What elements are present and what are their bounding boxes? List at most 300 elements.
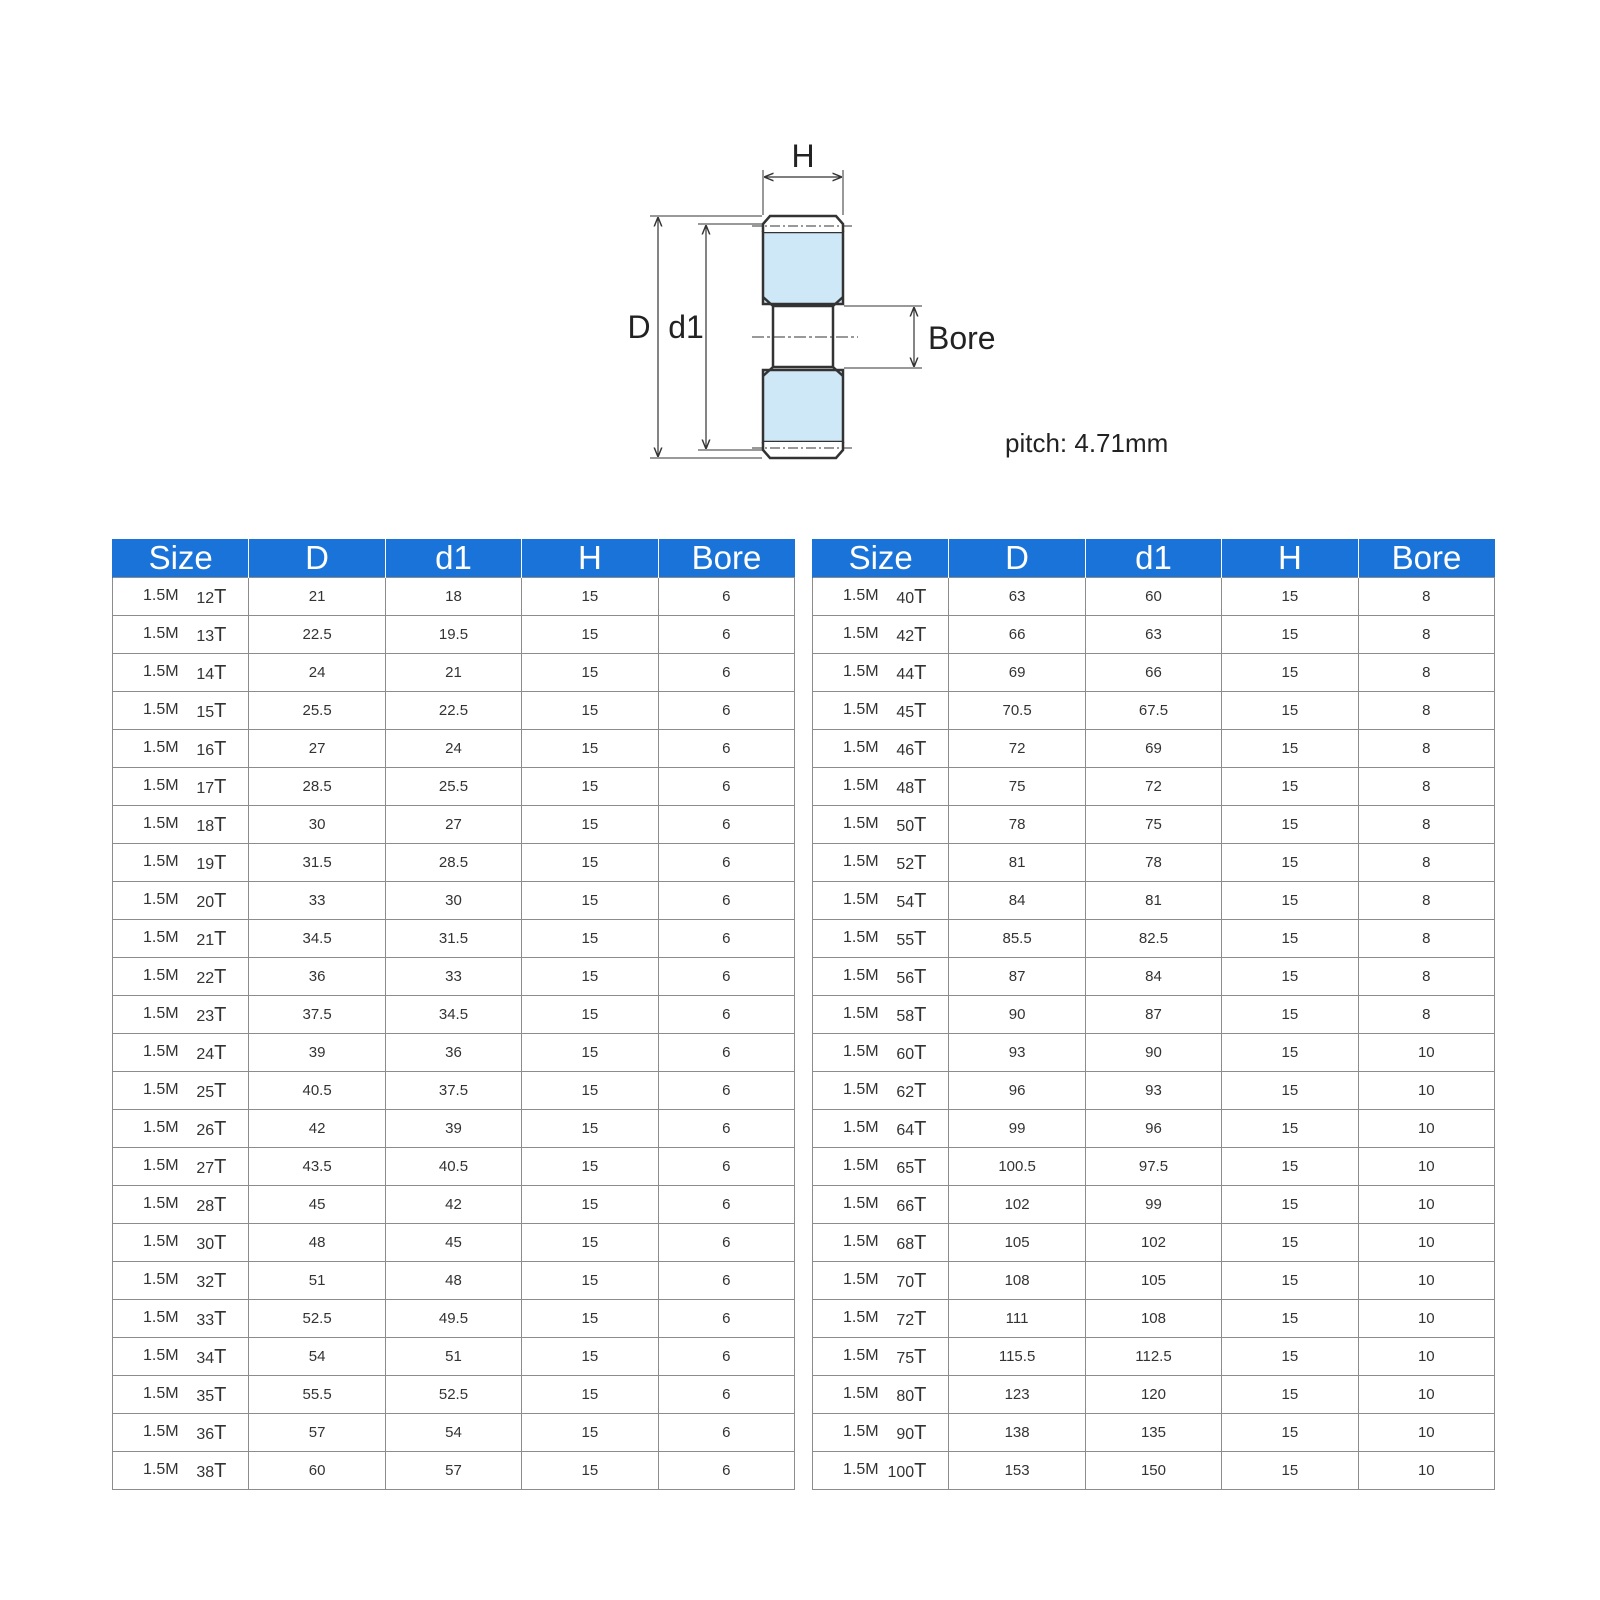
module-label: 1.5M — [843, 1195, 879, 1212]
cell-d: 36 — [249, 958, 385, 996]
table-header-row — [813, 539, 1495, 578]
cell-h: 15 — [522, 806, 658, 844]
label-bore: Bore — [928, 320, 996, 356]
table-row — [813, 730, 1495, 768]
teeth-label — [896, 1080, 926, 1103]
cell-d1: 96 — [1085, 1110, 1221, 1148]
cell-bore: 6 — [658, 996, 794, 1034]
table-body-right — [813, 578, 1495, 1490]
teeth-suffix: T — [914, 890, 927, 912]
cell-d: 34.5 — [249, 920, 385, 958]
cell-d1: 82.5 — [1085, 920, 1221, 958]
cell-h: 15 — [1222, 654, 1358, 692]
teeth-count: 30 — [196, 1236, 215, 1253]
cell-h: 15 — [1222, 730, 1358, 768]
cell-size — [113, 1338, 249, 1376]
cell-d1: 90 — [1085, 1034, 1221, 1072]
cell-bore: 8 — [1358, 958, 1494, 996]
cell-d1: 99 — [1085, 1186, 1221, 1224]
teeth-count: 27 — [196, 1160, 215, 1177]
teeth-count: 18 — [196, 818, 215, 835]
teeth-suffix: T — [914, 928, 927, 950]
teeth-label — [196, 662, 226, 685]
module-label: 1.5M — [143, 1461, 179, 1478]
teeth-count: 38 — [196, 1464, 215, 1481]
cell-size — [813, 1110, 949, 1148]
teeth-count: 70 — [896, 1274, 915, 1291]
module-label: 1.5M — [143, 1423, 179, 1440]
module-label: 1.5M — [143, 701, 179, 718]
cell-h: 15 — [522, 996, 658, 1034]
cell-d1: 93 — [1085, 1072, 1221, 1110]
cell-d1: 112.5 — [1085, 1338, 1221, 1376]
cell-d1: 37.5 — [385, 1072, 521, 1110]
cell-d1: 81 — [1085, 882, 1221, 920]
module-label: 1.5M — [143, 853, 179, 870]
cell-d1: 22.5 — [385, 692, 521, 730]
cell-h: 15 — [522, 882, 658, 920]
cell-size — [113, 730, 249, 768]
cell-bore: 6 — [658, 1186, 794, 1224]
cell-bore: 8 — [1358, 806, 1494, 844]
teeth-count: 12 — [196, 590, 215, 607]
cell-d: 60 — [249, 1452, 385, 1490]
teeth-label — [196, 928, 226, 951]
cell-h: 15 — [522, 616, 658, 654]
table-row — [813, 692, 1495, 730]
header-d: D — [949, 539, 1085, 578]
cell-size — [113, 1300, 249, 1338]
gear-teeth-bottom — [763, 442, 843, 458]
teeth-label — [896, 966, 926, 989]
cell-d1: 30 — [385, 882, 521, 920]
cell-size — [813, 616, 949, 654]
table-row — [813, 1148, 1495, 1186]
cell-size — [813, 578, 949, 616]
cell-h: 15 — [1222, 958, 1358, 996]
module-label: 1.5M — [143, 1005, 179, 1022]
teeth-count: 22 — [196, 970, 215, 987]
teeth-label — [896, 1232, 926, 1255]
cell-bore: 6 — [658, 958, 794, 996]
cell-bore: 6 — [658, 654, 794, 692]
gear-teeth-top — [763, 216, 843, 232]
teeth-suffix: T — [214, 1042, 227, 1064]
cell-bore: 6 — [658, 1034, 794, 1072]
cell-d: 48 — [249, 1224, 385, 1262]
header-d: D — [249, 539, 385, 578]
cell-d1: 19.5 — [385, 616, 521, 654]
cell-d1: 63 — [1085, 616, 1221, 654]
cell-size — [113, 844, 249, 882]
cell-h: 15 — [522, 768, 658, 806]
table-row — [113, 730, 795, 768]
teeth-label — [196, 966, 226, 989]
gear-lower-section — [763, 370, 843, 442]
module-label: 1.5M — [843, 739, 879, 756]
cell-size — [113, 616, 249, 654]
teeth-count: 26 — [196, 1122, 215, 1139]
teeth-label — [896, 1422, 926, 1445]
table-row — [813, 1110, 1495, 1148]
teeth-suffix: T — [214, 1422, 227, 1444]
teeth-label — [896, 586, 926, 609]
teeth-label — [896, 928, 926, 951]
module-label: 1.5M — [843, 663, 879, 680]
cell-d1: 24 — [385, 730, 521, 768]
cell-bore: 10 — [1358, 1376, 1494, 1414]
module-label: 1.5M — [843, 1271, 879, 1288]
table-row — [113, 882, 795, 920]
header-bore: Bore — [658, 539, 794, 578]
cell-d: 45 — [249, 1186, 385, 1224]
cell-h: 15 — [522, 692, 658, 730]
module-label: 1.5M — [143, 1233, 179, 1250]
table-row — [813, 578, 1495, 616]
cell-bore: 6 — [658, 1452, 794, 1490]
gear-size-table-left — [112, 539, 795, 1490]
teeth-suffix: T — [214, 738, 227, 760]
teeth-suffix: T — [214, 814, 227, 836]
module-label: 1.5M — [843, 1347, 879, 1364]
cell-size — [813, 1376, 949, 1414]
cell-bore: 6 — [658, 1224, 794, 1262]
table-row — [813, 806, 1495, 844]
cell-size — [113, 920, 249, 958]
teeth-suffix: T — [914, 738, 927, 760]
teeth-label — [196, 1308, 226, 1331]
cell-d: 81 — [949, 844, 1085, 882]
cell-size — [113, 1072, 249, 1110]
teeth-suffix: T — [214, 1156, 227, 1178]
teeth-suffix: T — [914, 966, 927, 988]
cell-size — [113, 882, 249, 920]
teeth-count: 72 — [896, 1312, 915, 1329]
teeth-count: 58 — [896, 1008, 915, 1025]
teeth-count: 44 — [896, 666, 915, 683]
module-label: 1.5M — [143, 1271, 179, 1288]
cell-size — [113, 1186, 249, 1224]
header-h: H — [1222, 539, 1358, 578]
cell-bore: 6 — [658, 1110, 794, 1148]
module-label: 1.5M — [843, 967, 879, 984]
module-label: 1.5M — [843, 1423, 879, 1440]
cell-bore: 6 — [658, 1148, 794, 1186]
teeth-label — [896, 1042, 926, 1065]
teeth-count: 28 — [196, 1198, 215, 1215]
teeth-count: 90 — [896, 1426, 915, 1443]
teeth-suffix: T — [914, 814, 927, 836]
cell-bore: 10 — [1358, 1110, 1494, 1148]
module-label: 1.5M — [843, 815, 879, 832]
table-row — [113, 768, 795, 806]
module-label: 1.5M — [843, 891, 879, 908]
table-row — [813, 882, 1495, 920]
cell-d: 111 — [949, 1300, 1085, 1338]
table-row — [813, 958, 1495, 996]
teeth-count: 34 — [196, 1350, 215, 1367]
teeth-suffix: T — [914, 624, 927, 646]
gear-size-table-right — [812, 539, 1495, 1490]
cell-h: 15 — [522, 1186, 658, 1224]
teeth-count: 17 — [196, 780, 215, 797]
cell-bore: 10 — [1358, 1452, 1494, 1490]
cell-d: 66 — [949, 616, 1085, 654]
cell-d1: 39 — [385, 1110, 521, 1148]
cell-d: 85.5 — [949, 920, 1085, 958]
cell-d1: 102 — [1085, 1224, 1221, 1262]
module-label: 1.5M — [143, 1043, 179, 1060]
teeth-label — [896, 1118, 926, 1141]
teeth-count: 46 — [896, 742, 915, 759]
cell-h: 15 — [1222, 1072, 1358, 1110]
cell-size — [813, 768, 949, 806]
cell-d: 108 — [949, 1262, 1085, 1300]
cell-d: 100.5 — [949, 1148, 1085, 1186]
teeth-label — [196, 1156, 226, 1179]
cell-h: 15 — [1222, 616, 1358, 654]
teeth-suffix: T — [214, 928, 227, 950]
cell-bore: 8 — [1358, 768, 1494, 806]
cell-h: 15 — [522, 1414, 658, 1452]
cell-d: 115.5 — [949, 1338, 1085, 1376]
teeth-suffix: T — [214, 1308, 227, 1330]
cell-d1: 120 — [1085, 1376, 1221, 1414]
teeth-suffix: T — [914, 1422, 927, 1444]
cell-d: 31.5 — [249, 844, 385, 882]
teeth-count: 50 — [896, 818, 915, 835]
teeth-label — [896, 662, 926, 685]
module-label: 1.5M — [843, 1385, 879, 1402]
cell-d: 99 — [949, 1110, 1085, 1148]
table-row — [113, 616, 795, 654]
cell-size — [113, 1452, 249, 1490]
table-row — [113, 1224, 795, 1262]
table-row — [113, 654, 795, 692]
module-label: 1.5M — [143, 1347, 179, 1364]
module-label: 1.5M — [843, 853, 879, 870]
cell-size — [113, 996, 249, 1034]
teeth-suffix: T — [214, 1004, 227, 1026]
cell-d: 40.5 — [249, 1072, 385, 1110]
cell-bore: 6 — [658, 1376, 794, 1414]
teeth-count: 25 — [196, 1084, 215, 1101]
cell-bore: 10 — [1358, 1414, 1494, 1452]
cell-h: 15 — [522, 1338, 658, 1376]
table-row — [813, 1452, 1495, 1490]
cell-d: 63 — [949, 578, 1085, 616]
cell-size — [813, 844, 949, 882]
cell-bore: 8 — [1358, 578, 1494, 616]
cell-h: 15 — [522, 844, 658, 882]
teeth-count: 36 — [196, 1426, 215, 1443]
teeth-suffix: T — [214, 624, 227, 646]
cell-h: 15 — [522, 1224, 658, 1262]
cell-d1: 75 — [1085, 806, 1221, 844]
cell-h: 15 — [522, 1452, 658, 1490]
cell-h: 15 — [522, 1072, 658, 1110]
cell-d: 55.5 — [249, 1376, 385, 1414]
teeth-count: 13 — [196, 628, 215, 645]
cell-bore: 10 — [1358, 1338, 1494, 1376]
cell-d1: 72 — [1085, 768, 1221, 806]
cell-bore: 8 — [1358, 616, 1494, 654]
cell-d: 138 — [949, 1414, 1085, 1452]
teeth-suffix: T — [214, 966, 227, 988]
cell-bore: 10 — [1358, 1072, 1494, 1110]
cell-d1: 54 — [385, 1414, 521, 1452]
header-size: Size — [113, 539, 249, 578]
cell-d1: 51 — [385, 1338, 521, 1376]
cell-size — [113, 692, 249, 730]
teeth-count: 56 — [896, 970, 915, 987]
cell-d: 87 — [949, 958, 1085, 996]
teeth-label — [196, 890, 226, 913]
cell-size — [813, 996, 949, 1034]
cell-size — [813, 882, 949, 920]
module-label: 1.5M — [143, 1157, 179, 1174]
teeth-count: 54 — [896, 894, 915, 911]
cell-bore: 8 — [1358, 730, 1494, 768]
module-label: 1.5M — [143, 1119, 179, 1136]
table-row — [813, 616, 1495, 654]
cell-bore: 6 — [658, 1072, 794, 1110]
cell-h: 15 — [1222, 1376, 1358, 1414]
module-label: 1.5M — [843, 1461, 879, 1478]
cell-size — [813, 920, 949, 958]
cell-d1: 57 — [385, 1452, 521, 1490]
teeth-label — [896, 1194, 926, 1217]
teeth-count: 65 — [896, 1160, 915, 1177]
pitch-note: pitch: 4.71mm — [1005, 428, 1169, 458]
teeth-count: 15 — [196, 704, 215, 721]
cell-d1: 97.5 — [1085, 1148, 1221, 1186]
cell-d: 24 — [249, 654, 385, 692]
header-bore: Bore — [1358, 539, 1494, 578]
module-label: 1.5M — [143, 1081, 179, 1098]
cell-size — [813, 1414, 949, 1452]
module-label: 1.5M — [143, 1385, 179, 1402]
cell-d: 33 — [249, 882, 385, 920]
module-label: 1.5M — [143, 587, 179, 604]
cell-h: 15 — [522, 1262, 658, 1300]
teeth-label — [887, 1460, 926, 1483]
module-label: 1.5M — [843, 929, 879, 946]
table-row — [813, 996, 1495, 1034]
cell-d: 30 — [249, 806, 385, 844]
module-label: 1.5M — [843, 1233, 879, 1250]
cell-h: 15 — [1222, 578, 1358, 616]
teeth-label — [196, 1004, 226, 1027]
teeth-label — [896, 776, 926, 799]
cell-h: 15 — [522, 1034, 658, 1072]
cell-d: 123 — [949, 1376, 1085, 1414]
cell-size — [813, 1034, 949, 1072]
module-label: 1.5M — [843, 1081, 879, 1098]
cell-d: 153 — [949, 1452, 1085, 1490]
cell-d1: 67.5 — [1085, 692, 1221, 730]
cell-bore: 6 — [658, 1262, 794, 1300]
label-d: D — [627, 309, 651, 345]
teeth-count: 21 — [196, 932, 215, 949]
table-row — [813, 844, 1495, 882]
teeth-count: 19 — [196, 856, 215, 873]
teeth-suffix: T — [214, 662, 227, 684]
table-row — [113, 1034, 795, 1072]
module-label: 1.5M — [143, 929, 179, 946]
cell-h: 15 — [522, 1110, 658, 1148]
teeth-count: 24 — [196, 1046, 215, 1063]
teeth-label — [896, 1270, 926, 1293]
label-h: H — [791, 138, 815, 174]
cell-size — [813, 730, 949, 768]
teeth-suffix: T — [914, 1346, 927, 1368]
table-row — [113, 1452, 795, 1490]
cell-bore: 6 — [658, 1338, 794, 1376]
teeth-count: 100 — [887, 1464, 915, 1481]
gear-dimension-diagram — [0, 0, 1600, 520]
teeth-count: 64 — [896, 1122, 915, 1139]
cell-bore: 6 — [658, 882, 794, 920]
teeth-suffix: T — [914, 662, 927, 684]
teeth-label — [196, 1080, 226, 1103]
cell-d1: 27 — [385, 806, 521, 844]
teeth-label — [896, 1308, 926, 1331]
teeth-label — [196, 1270, 226, 1293]
cell-h: 15 — [522, 730, 658, 768]
teeth-suffix: T — [214, 852, 227, 874]
gear-upper-section — [763, 232, 843, 304]
cell-bore: 10 — [1358, 1300, 1494, 1338]
cell-d: 93 — [949, 1034, 1085, 1072]
teeth-suffix: T — [214, 776, 227, 798]
teeth-count: 62 — [896, 1084, 915, 1101]
cell-bore: 10 — [1358, 1148, 1494, 1186]
teeth-suffix: T — [914, 1156, 927, 1178]
table-row — [813, 768, 1495, 806]
cell-d1: 48 — [385, 1262, 521, 1300]
cell-d1: 78 — [1085, 844, 1221, 882]
cell-d1: 84 — [1085, 958, 1221, 996]
cell-size — [813, 1224, 949, 1262]
table-row — [113, 578, 795, 616]
cell-d: 84 — [949, 882, 1085, 920]
cell-bore: 6 — [658, 768, 794, 806]
cell-bore: 10 — [1358, 1186, 1494, 1224]
teeth-label — [196, 1346, 226, 1369]
table-row — [813, 1186, 1495, 1224]
module-label: 1.5M — [143, 1309, 179, 1326]
cell-d1: 52.5 — [385, 1376, 521, 1414]
cell-size — [813, 692, 949, 730]
module-label: 1.5M — [843, 1005, 879, 1022]
cell-bore: 10 — [1358, 1224, 1494, 1262]
teeth-suffix: T — [914, 1384, 927, 1406]
cell-size — [813, 1186, 949, 1224]
cell-d1: 108 — [1085, 1300, 1221, 1338]
teeth-suffix: T — [914, 1042, 927, 1064]
teeth-count: 33 — [196, 1312, 215, 1329]
teeth-suffix: T — [914, 1080, 927, 1102]
table-row — [813, 1262, 1495, 1300]
teeth-count: 40 — [896, 590, 915, 607]
teeth-label — [196, 624, 226, 647]
cell-bore: 6 — [658, 692, 794, 730]
cell-size — [113, 806, 249, 844]
teeth-count: 55 — [896, 932, 915, 949]
cell-d: 42 — [249, 1110, 385, 1148]
cell-bore: 8 — [1358, 882, 1494, 920]
